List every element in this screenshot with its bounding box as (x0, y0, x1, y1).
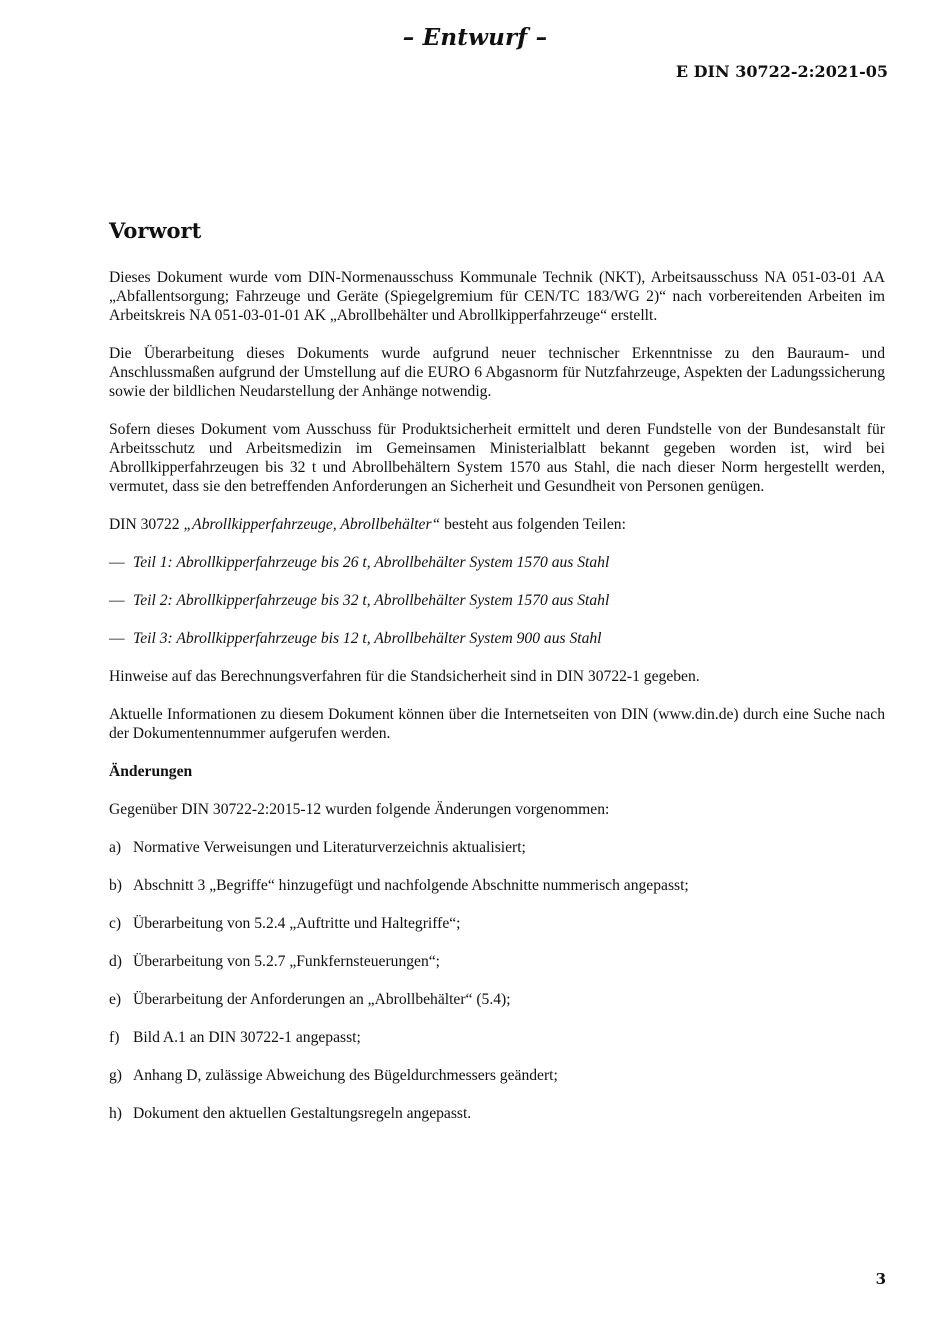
parts-intro-title: „Abrollkipperfahrzeuge, Abrollbehälter“ (183, 516, 441, 533)
change-item-h (109, 1104, 885, 1123)
change-text: Überarbeitung von 5.2.7 „Funkfernsteuerungen“; (133, 953, 441, 970)
foreword-paragraph-2: Die Überarbeitung dieses Dokuments wurde aufgrund neuer technischer Erkenntnisse zu den Bauraum- und Anschlussmaßen aufgrund der Umstellung auf die EURO 6 Abgasnorm für Nutzfahrzeuge, Aspekten der Ladungssicherung sowie der bildlichen Neudarstellung der Anhänge notwendig. (109, 345, 885, 400)
list-marker: d) (109, 953, 122, 970)
page-number: 3 (875, 1270, 886, 1288)
change-item-e (109, 990, 885, 1009)
draft-label: – Entwurf – (402, 24, 548, 51)
part-title: Teil 2: Abrollkipperfahrzeuge bis 32 t, Abrollbehälter System 1570 aus Stahl (133, 592, 610, 609)
change-text: Normative Verweisungen und Literaturverzeichnis aktualisiert; (133, 839, 526, 856)
list-dash: — (109, 630, 125, 647)
change-text: Abschnitt 3 „Begriffe“ hinzugefügt und nachfolgende Abschnitte nummerisch angepasst; (133, 877, 689, 894)
change-item-g (109, 1066, 885, 1085)
parts-intro-suffix: besteht aus folgenden Teilen: (440, 516, 626, 533)
page-content (109, 216, 885, 1142)
foreword-paragraph-1: Dieses Dokument wurde vom DIN-Normenausschuss Kommunale Technik (NKT), Arbeitsausschuss NA 051-03-01 AA „Abfallentsorgung; Fahrzeuge und Geräte (Spiegelgremium für CEN/TC 183/WG 2)“ nach vorbereitenden Arbeiten im Arbeitskreis NA 051-03-01-01 AK „Abrollbehälter und Abrollkipperfahrzeuge“ erstellt. (109, 269, 885, 324)
list-dash: — (109, 592, 125, 609)
changes-title: Änderungen (109, 763, 193, 780)
list-dash: — (109, 554, 125, 571)
change-item-c (109, 914, 885, 933)
change-item-a (109, 838, 885, 857)
parts-intro (109, 515, 885, 534)
list-marker: f) (109, 1029, 120, 1046)
change-text: Dokument den aktuellen Gestaltungsregeln angepasst. (133, 1105, 472, 1122)
list-marker: b) (109, 877, 122, 894)
note-information: Aktuelle Informationen zu diesem Dokument können über die Internetseiten von DIN (www.din.de) durch eine Suche nach der Dokumentennummer aufgerufen werden. (109, 706, 885, 742)
part-title: Teil 1: Abrollkipperfahrzeuge bis 26 t, Abrollbehälter System 1570 aus Stahl (133, 554, 610, 571)
part-list-item-2 (109, 591, 885, 610)
document-id: E DIN 30722-2:2021-05 (675, 62, 888, 81)
list-marker: h) (109, 1105, 122, 1122)
foreword-paragraph-3: Sofern dieses Dokument vom Ausschuss für Produktsicherheit ermittelt und deren Fundstelle von der Bundesanstalt für Arbeitsschutz und Arbeitsmedizin im Gemeinsamen Ministerialblatt bekannt gegeben worden ist, wird bei Abrollkipperfahrzeugen bis 32 t und Abrollbehältern System 1570 aus Stahl, die nach dieser Norm hergestellt werden, vermutet, dass sie den betreffenden Anforderungen an Sicherheit und Gesundheit von Personen genügen. (109, 421, 885, 495)
change-item-f (109, 1028, 885, 1047)
list-marker: c) (109, 915, 122, 932)
part-list-item-3 (109, 629, 885, 648)
list-marker: g) (109, 1067, 122, 1084)
change-text: Bild A.1 an DIN 30722-1 angepasst; (133, 1029, 361, 1046)
list-marker: a) (109, 839, 122, 856)
part-title: Teil 3: Abrollkipperfahrzeuge bis 12 t, Abrollbehälter System 900 aus Stahl (133, 630, 602, 647)
parts-intro-prefix: DIN 30722 (109, 516, 184, 533)
part-list-item-1 (109, 553, 885, 572)
change-text: Überarbeitung der Anforderungen an „Abrollbehälter“ (5.4); (133, 991, 511, 1008)
change-text: Anhang D, zulässige Abweichung des Bügeldurchmessers geändert; (133, 1067, 558, 1084)
changes-intro: Gegenüber DIN 30722-2:2015-12 wurden folgende Änderungen vorgenommen: (109, 801, 610, 818)
foreword-title: Vorwort (109, 218, 202, 243)
change-item-b (109, 876, 885, 895)
list-marker: e) (109, 991, 122, 1008)
change-text: Überarbeitung von 5.2.4 „Auftritte und Haltegriffe“; (133, 915, 461, 932)
note-calculation: Hinweise auf das Berechnungsverfahren für die Standsicherheit sind in DIN 30722-1 gegeben. (109, 668, 700, 685)
change-item-d (109, 952, 885, 971)
